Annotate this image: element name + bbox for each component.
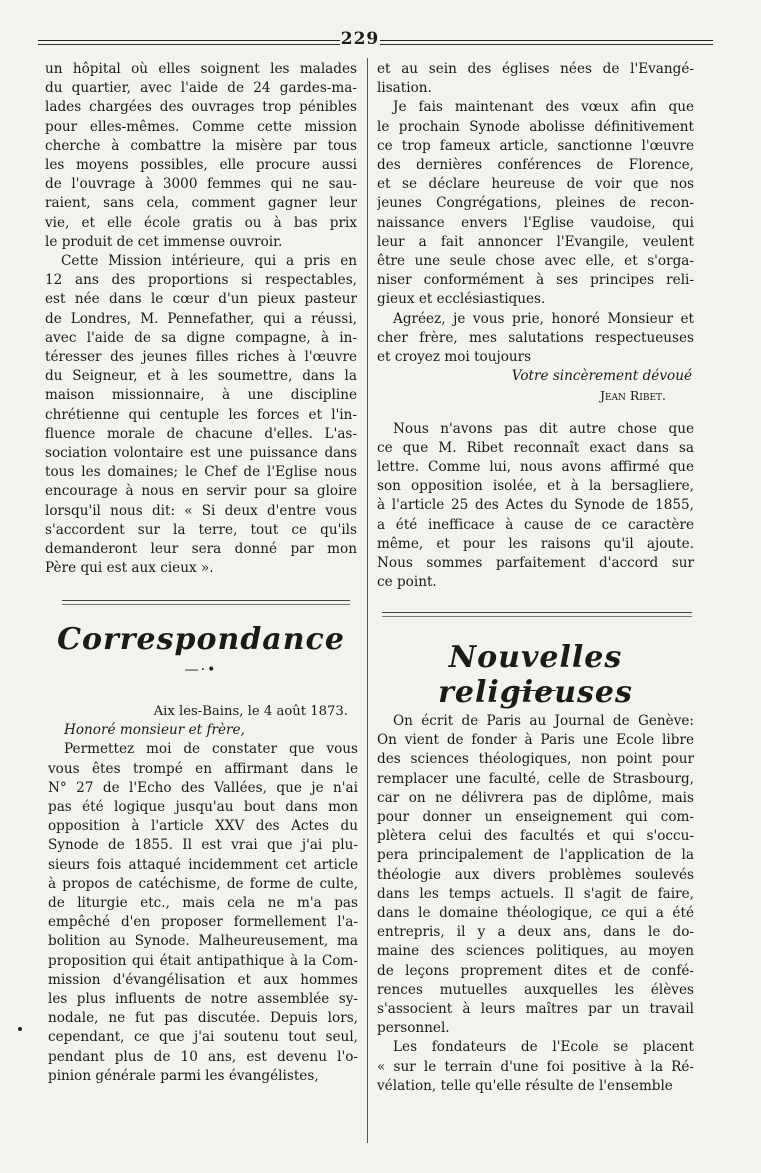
text-line: cependant, ce que j'ai soutenu tout seul,: [48, 1029, 358, 1046]
text-line: Agréez, je vous prie, honoré Monsieur et: [393, 310, 694, 327]
text-line: raient, sans cela, comment gagner leur: [45, 195, 357, 212]
text-line: pendant plus de 10 ans, est devenu l'o-: [48, 1048, 358, 1065]
text-line: les moyens possibles, elle procure aussi: [45, 157, 357, 174]
text-line: tous les domaines; le Chef de l'Eglise nous: [45, 464, 357, 481]
text-line: vous êtes trompé en affirmant dans le: [48, 760, 358, 777]
text-line: s'accordent sur la terre, tout ce qu'ils: [45, 521, 357, 538]
text-line: maison missionnaire, à une discipline: [45, 387, 357, 404]
text-line: remplacer une faculté, celle de Strasbourg,: [377, 770, 694, 787]
text-line: et se déclare heureuse de voir que nos: [377, 176, 694, 193]
right-column-bottom: [377, 712, 694, 1096]
editorial-response: [377, 420, 694, 593]
text-line: nodale, ne fut pas discutée. Depuis lors,: [48, 1010, 358, 1027]
text-line: lettre. Comme lui, nous avons affirmé que: [377, 459, 694, 476]
text-line: à propos de catéchisme, de forme de culte,: [48, 875, 358, 892]
text-line: ce point.: [377, 574, 437, 591]
text-line: leur a fait annoncer l'Evangile, veulent: [377, 233, 694, 250]
text-line: lades chargées des ouvrages trop pénibles: [45, 99, 357, 116]
text-line: Les fondateurs de l'Ecole se placent: [393, 1039, 694, 1056]
text-line: du quartier, avec l'aide de 24 gardes-ma-: [45, 80, 357, 97]
text-line: des sciences théologiques, non point pour: [377, 751, 694, 768]
right-column-top: [377, 60, 694, 592]
text-line: sieurs fois attaqué incidemment cet article: [48, 856, 358, 873]
text-line: vie, et elle école gratis ou à bas prix: [45, 214, 357, 231]
text-line: pera principalement de l'application de la: [377, 847, 694, 864]
correspondance-heading: Correspondance: [57, 622, 345, 657]
text-line: ce que M. Ribet reconnaît exact dans sa: [377, 439, 694, 456]
letter-salutation: Honoré monsieur et frère,: [64, 722, 245, 739]
text-line: Je fais maintenant des vœux afin que: [393, 99, 694, 116]
text-line: les plus influents de notre assemblée sy-: [48, 991, 358, 1008]
text-line: plètera celui des facultés et qui s'occu-: [377, 828, 694, 845]
text-line: s'associent à leurs maîtres par un travail: [377, 1001, 694, 1018]
text-line: a été inefficace à cause de ce caractère: [377, 516, 694, 533]
heading-ornament: —·•: [184, 662, 218, 678]
text-line: proposition qui était antipathique à la Com-: [48, 952, 358, 969]
news-paragraph-1: [377, 712, 694, 1038]
left-column-bottom: [48, 702, 358, 1086]
text-line: Permettez moi de constater que vous: [64, 741, 358, 758]
text-line: 12 ans des proportions si respectables,: [45, 272, 357, 289]
text-line: empêché d'en proposer formellement l'a-: [48, 914, 358, 931]
text-line: lorsqu'il nous dit: « Si deux d'entre vous: [45, 502, 357, 519]
signature: Jean Ribet.: [599, 388, 666, 404]
page-number: 229: [340, 29, 380, 49]
letter-body: [48, 740, 358, 1086]
text-line: à l'article 25 des Actes du Synode de 1855,: [377, 497, 694, 514]
left-column-top: [45, 60, 357, 578]
text-line: de leçons proprement dites et de confé-: [377, 962, 694, 979]
text-line: le prochain Synode abolisse définitivement: [377, 118, 694, 135]
text-line: sociation volontaire est une puissance dans: [45, 445, 357, 462]
text-line: ce trop fameux article, sanctionne l'œuvre: [377, 137, 694, 154]
text-line: vélation, telle qu'elle résulte de l'ensemble: [377, 1077, 673, 1094]
text-line: est née dans le cœur d'un pieux pasteur: [45, 291, 357, 308]
text-line: gieux et ecclésiastiques.: [377, 291, 546, 308]
text-line: son opposition isolée, et à la bersagliere,: [377, 478, 694, 495]
text-line: rences mutuelles auxquelles les élèves: [377, 981, 694, 998]
text-line: On vient de fonder à Paris une Ecole libre: [377, 732, 694, 749]
left-section-separator: [62, 600, 350, 601]
text-line: personnel.: [377, 1020, 450, 1037]
text-line: être une seule chose avec elle, et s'orga-: [377, 253, 694, 270]
letter-closing: [377, 310, 694, 368]
text-line: lisation.: [377, 80, 432, 97]
text-line: maine des sciences politiques, au moyen: [377, 943, 694, 960]
letter-continuation: [377, 60, 694, 98]
nouvelles-heading-rule: [512, 690, 556, 691]
text-line: On écrit de Paris au Journal de Genève:: [393, 713, 694, 729]
text-line: fluence morale de chacune d'elles. L'as-: [45, 425, 357, 442]
text-line: téresser des jeunes filles riches à l'œuvre: [45, 349, 357, 366]
text-line: pour donner un enseignement qui com-: [377, 809, 694, 826]
column-divider: [367, 58, 368, 1143]
right-section-separator-thin: [382, 616, 692, 617]
text-line: Synode de 1855. Il est vrai que j'ai plu-: [48, 837, 358, 854]
text-line: demanderont leur sera donné par mon: [45, 541, 357, 558]
text-line: dans les temps actuels. Il s'agit de faire,: [377, 885, 694, 902]
mission-paragraph-2: [45, 252, 357, 578]
text-line: dans le domaine théologique, ce qui a été: [377, 905, 694, 922]
left-section-separator-thin: [62, 604, 350, 605]
text-line: pour elles-mêmes. Comme cette mission: [45, 118, 357, 135]
text-line: N° 27 de l'Echo des Vallées, que je n'ai: [48, 779, 358, 796]
text-line: cherche à combattre la misère par tous: [45, 137, 357, 154]
text-line: « sur le terrain d'une foi positive à la Ré-: [377, 1058, 694, 1075]
text-line: de Londres, M. Pennefather, qui a réussi,: [45, 310, 357, 327]
margin-mark: [18, 1027, 22, 1031]
text-line: Père qui est aux cieux ».: [45, 560, 214, 577]
text-line: et au sein des églises nées de l'Evangé-: [377, 61, 694, 77]
text-line: Cette Mission intérieure, qui a pris en: [61, 253, 357, 270]
text-line: naissance envers l'Eglise vaudoise, qui: [377, 214, 694, 231]
text-line: de l'ouvrage à 3000 femmes qui ne sau-: [45, 176, 357, 193]
text-line: mission d'évangélisation et aux hommes: [48, 971, 358, 988]
text-line: un hôpital où elles soignent les malades: [45, 61, 357, 77]
text-line: opposition à l'article XXV des Actes du: [48, 818, 358, 835]
letter-date: Aix les-Bains, le 4 août 1873.: [153, 704, 348, 719]
text-line: cher frère, mes salutations respectueuses: [377, 329, 694, 346]
text-line: même, et pour les raisons qu'il ajoute.: [377, 535, 694, 552]
text-line: bolition au Synode. Malheureusement, ma: [48, 933, 358, 950]
text-line: théologie aux divers problèmes soulevés: [377, 866, 694, 883]
right-section-separator: [382, 612, 692, 613]
mission-paragraph-1: [45, 60, 357, 252]
text-line: et croyez moi toujours: [377, 349, 532, 366]
text-line: pinion générale parmi les évangélistes,: [48, 1067, 319, 1084]
text-line: car on ne délivrera pas de diplôme, mais: [377, 789, 694, 806]
letter-wishes-paragraph: [377, 98, 694, 309]
nouvelles-heading: Nouvelles religieuses: [438, 640, 633, 710]
text-line: du Seigneur, et à les soumettre, dans la: [45, 368, 357, 385]
text-line: de liturgie etc., mais cela ne m'a pas: [48, 895, 358, 912]
signoff: Votre sincèrement dévoué: [511, 368, 692, 385]
news-paragraph-2: [377, 1038, 694, 1096]
text-line: pas été logique jusqu'au bout dans mon: [48, 799, 358, 816]
text-line: niser conformément à ses principes reli-: [377, 272, 694, 289]
text-line: encourage à nous en servir pour sa gloire: [45, 483, 357, 500]
text-line: entrepris, il y a deux ans, dans le do-: [377, 924, 694, 941]
text-line: Nous n'avons pas dit autre chose que: [393, 420, 694, 437]
text-line: chrétienne qui centuple les forces et l'in-: [45, 406, 357, 423]
text-line: des dernières conférences de Florence,: [377, 157, 694, 174]
text-line: avec l'aide de sa digne compagne, à in-: [45, 329, 357, 346]
text-line: Nous sommes parfaitement d'accord sur: [377, 555, 694, 572]
text-line: jeunes Congrégations, pleines de recon-: [377, 195, 694, 212]
text-line: le produit de cet immense ouvroir.: [45, 233, 283, 250]
